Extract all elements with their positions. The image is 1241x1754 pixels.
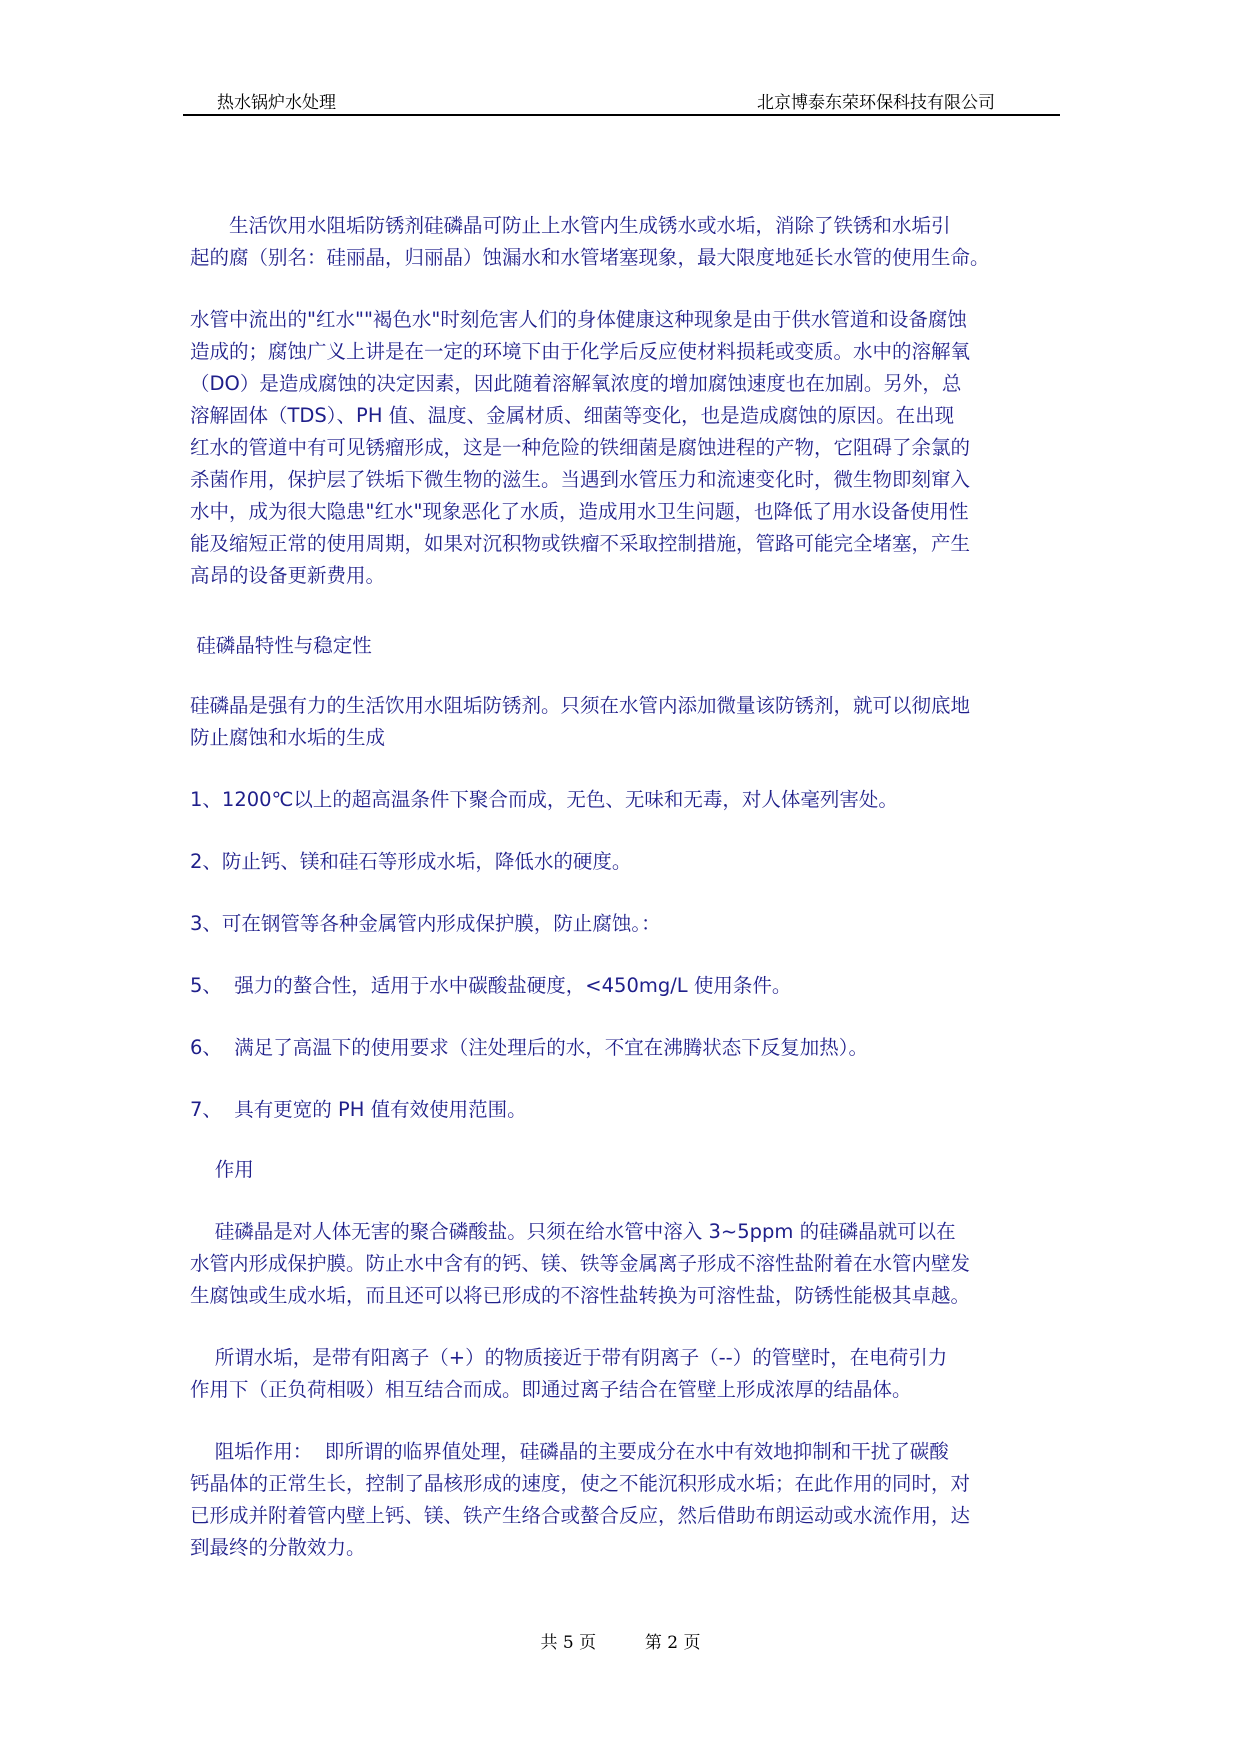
heading-line: 硅磷晶特性与稳定性 xyxy=(190,634,372,657)
list-item-text: 2、防止钙、镁和硅石等形成水垢，降低水的硬度。 xyxy=(190,850,632,873)
list-item-1 xyxy=(190,784,1052,816)
text-line: 防止腐蚀和水垢的生成 xyxy=(190,726,386,749)
list-item-text: 7、 具有更宽的 PH 值有效使用范围。 xyxy=(190,1098,527,1121)
text-line: 溶解固体（TDS）、PH 值、温度、金属材质、细菌等变化，也是造成腐蚀的原因。在出现 xyxy=(190,404,955,427)
text-line: 水中，成为很大隐患"红水"现象恶化了水质，造成用水卫生问题，也降低了用水设备使用性 xyxy=(190,500,969,523)
text-line: 钙晶体的正常生长，控制了晶核形成的速度，使之不能沉积形成水垢；在此作用的同时，对 xyxy=(190,1472,971,1495)
paragraph-intro xyxy=(190,210,1052,274)
section-heading-function xyxy=(190,1154,1052,1186)
list-item-2 xyxy=(190,846,1052,878)
text-line: 水管中流出的"红水""褐色水"时刻危害人们的身体健康这种现象是由于供水管道和设备腐蚀 xyxy=(190,308,967,331)
header-company: 北京博泰东荣环保科技有限公司 xyxy=(757,93,995,113)
total-pages: 共 5 页 xyxy=(540,1633,597,1653)
paragraph-properties xyxy=(190,690,1052,754)
text-line: 能及缩短正常的使用周期，如果对沉积物或铁瘤不采取控制措施，管路可能完全堵塞，产生 xyxy=(190,532,971,555)
text-line: 已形成并附着管内壁上钙、镁、铁产生络合或螯合反应，然后借助布朗运动或水流作用，达 xyxy=(190,1504,971,1527)
paragraph-scale-inhibition xyxy=(190,1436,1052,1564)
current-page: 第 2 页 xyxy=(644,1633,701,1653)
text-line: 高昂的设备更新费用。 xyxy=(190,564,386,587)
section-heading-properties xyxy=(190,630,1052,662)
header-title: 热水锅炉水处理 xyxy=(217,93,336,113)
page-footer xyxy=(0,1628,1241,1653)
heading-line: 作用 xyxy=(190,1158,254,1181)
paragraph-function xyxy=(190,1216,1052,1312)
page-header xyxy=(183,86,1060,116)
text-line: 作用下（正负荷相吸）相互结合而成。即通过离子结合在管壁上形成浓厚的结晶体。 xyxy=(190,1378,912,1401)
text-line: 水管内形成保护膜。防止水中含有的钙、镁、铁等金属离子形成不溶性盐附着在水管内壁发 xyxy=(190,1252,971,1275)
list-item-6 xyxy=(190,1032,1052,1064)
paragraph-red-water xyxy=(190,304,1052,592)
text-line: 硅磷晶是对人体无害的聚合磷酸盐。只须在给水管中溶入 3~5ppm 的硅磷晶就可以在 xyxy=(190,1220,956,1243)
list-item-5 xyxy=(190,970,1052,1002)
text-line: 造成的；腐蚀广义上讲是在一定的环境下由于化学后反应使材料损耗或变质。水中的溶解氧 xyxy=(190,340,971,363)
list-item-7 xyxy=(190,1094,1052,1126)
paragraph-scale xyxy=(190,1342,1052,1406)
list-item-text: 1、1200℃以上的超高温条件下聚合而成，无色、无味和无毒，对人体毫列害处。 xyxy=(190,788,898,811)
list-item-text: 3、可在钢管等各种金属管内形成保护膜，防止腐蚀。： xyxy=(190,912,661,935)
text-line: 红水的管道中有可见锈瘤形成，这是一种危险的铁细菌是腐蚀进程的产物，它阻碍了余氯的 xyxy=(190,436,971,459)
text-line: 生腐蚀或生成水垢，而且还可以将已形成的不溶性盐转换为可溶性盐，防锈性能极其卓越。 xyxy=(190,1284,971,1307)
list-item-text: 6、 满足了高温下的使用要求（注处理后的水，不宜在沸腾状态下反复加热）。 xyxy=(190,1036,869,1059)
text-line: （DO）是造成腐蚀的决定因素，因此随着溶解氧浓度的增加腐蚀速度也在加剧。另外，总 xyxy=(190,372,962,395)
text-line: 阻垢作用： 即所谓的临界值处理，硅磷晶的主要成分在水中有效地抑制和干扰了碳酸 xyxy=(190,1440,949,1463)
list-item-3 xyxy=(190,908,1052,940)
text-line: 到最终的分散效力。 xyxy=(190,1536,366,1559)
text-line: 杀菌作用，保护层了铁垢下微生物的滋生。当遇到水管压力和流速变化时，微生物即刻窜入 xyxy=(190,468,971,491)
list-item-text: 5、 强力的螯合性，适用于水中碳酸盐硬度，<450mg/L 使用条件。 xyxy=(190,974,792,997)
text-line: 所谓水垢，是带有阳离子（+）的物质接近于带有阴离子（--）的管壁时，在电荷引力 xyxy=(190,1346,948,1369)
text-line: 起的腐（别名：硅丽晶，归丽晶）蚀漏水和水管堵塞现象，最大限度地延长水管的使用生命。 xyxy=(190,246,990,269)
text-line: 生活饮用水阻垢防锈剂硅磷晶可防止上水管内生成锈水或水垢，消除了铁锈和水垢引 xyxy=(190,214,951,237)
text-line: 硅磷晶是强有力的生活饮用水阻垢防锈剂。只须在水管内添加微量该防锈剂，就可以彻底地 xyxy=(190,694,971,717)
